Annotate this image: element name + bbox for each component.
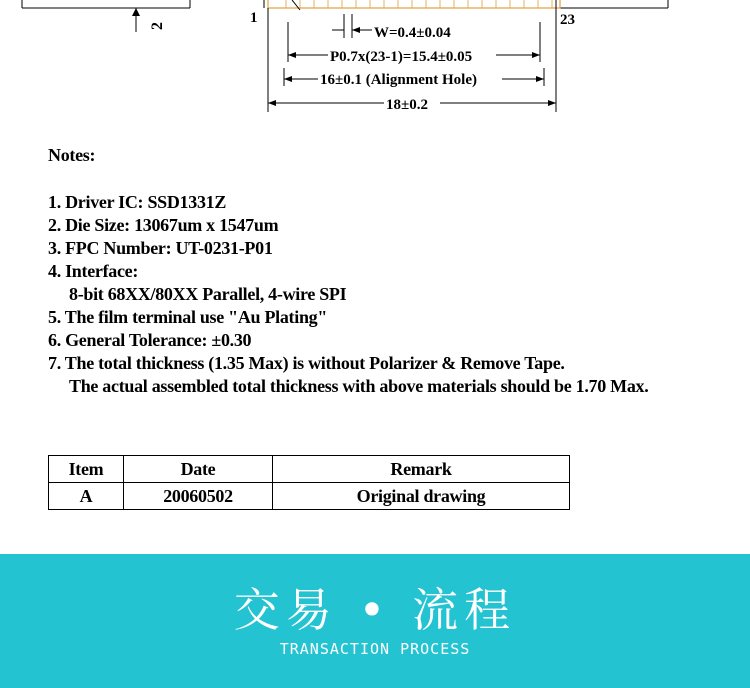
note-thickness-detail: The actual assembled total thickness with above materials should be 1.70 Max. [69,376,649,396]
header-remark: Remark [273,456,570,483]
cell-date: 20060502 [124,483,273,510]
pin-label-first: 1 [250,10,258,26]
banner-title: 交易 • 流程 [233,583,517,637]
dim-align-label: 16±0.1 (Alignment Hole) [320,72,477,88]
dim-small-label: 2 [149,22,166,30]
dim-total-label: 18±0.2 [386,97,428,113]
table-row [49,483,570,510]
cell-item: A [49,483,124,510]
note-driver-ic: 1. Driver IC: SSD1331Z [48,192,227,212]
header-item: Item [49,456,124,483]
banner-subtitle: TRANSACTION PROCESS [279,640,471,658]
dim-2-arrow [132,8,140,16]
dim-total-arrow-left [268,100,276,106]
note-interface-detail: 8-bit 68XX/80XX Parallel, 4-wire SPI [69,284,347,304]
note-thickness: 7. The total thickness (1.35 Max) is without Polarizer & Remove Tape. [48,353,565,373]
note-fpc-number: 3. FPC Number: UT-0231-P01 [48,238,273,258]
note-tolerance: 6. General Tolerance: ±0.30 [48,330,252,350]
note-film-terminal: 5. The film terminal use "Au Plating" [48,307,328,327]
dim-align-arrow-right [536,76,544,82]
revision-table [48,455,570,510]
technical-drawing [0,0,750,130]
dim-pitch-label: P0.7x(23-1)=15.4±0.05 [330,49,473,65]
pin-label-last: 23 [560,12,575,28]
dim-w-arrowhead [352,27,360,33]
dim-w-label: W=0.4±0.04 [374,25,451,41]
dim-pitch-arrow-left [288,52,296,58]
dim-align-arrow-left [284,76,292,82]
note-die-size: 2. Die Size: 13067um x 1547um [48,215,279,235]
transaction-banner [0,554,750,688]
cell-remark: Original drawing [273,483,570,510]
dim-pitch-arrow-right [532,52,540,58]
fpc-terminal-block [268,0,560,8]
header-date: Date [124,456,273,483]
note-interface: 4. Interface: [48,261,139,281]
table-header-row [49,456,570,483]
notes-title: Notes: [48,145,96,165]
dim-total-arrow-right [548,100,556,106]
